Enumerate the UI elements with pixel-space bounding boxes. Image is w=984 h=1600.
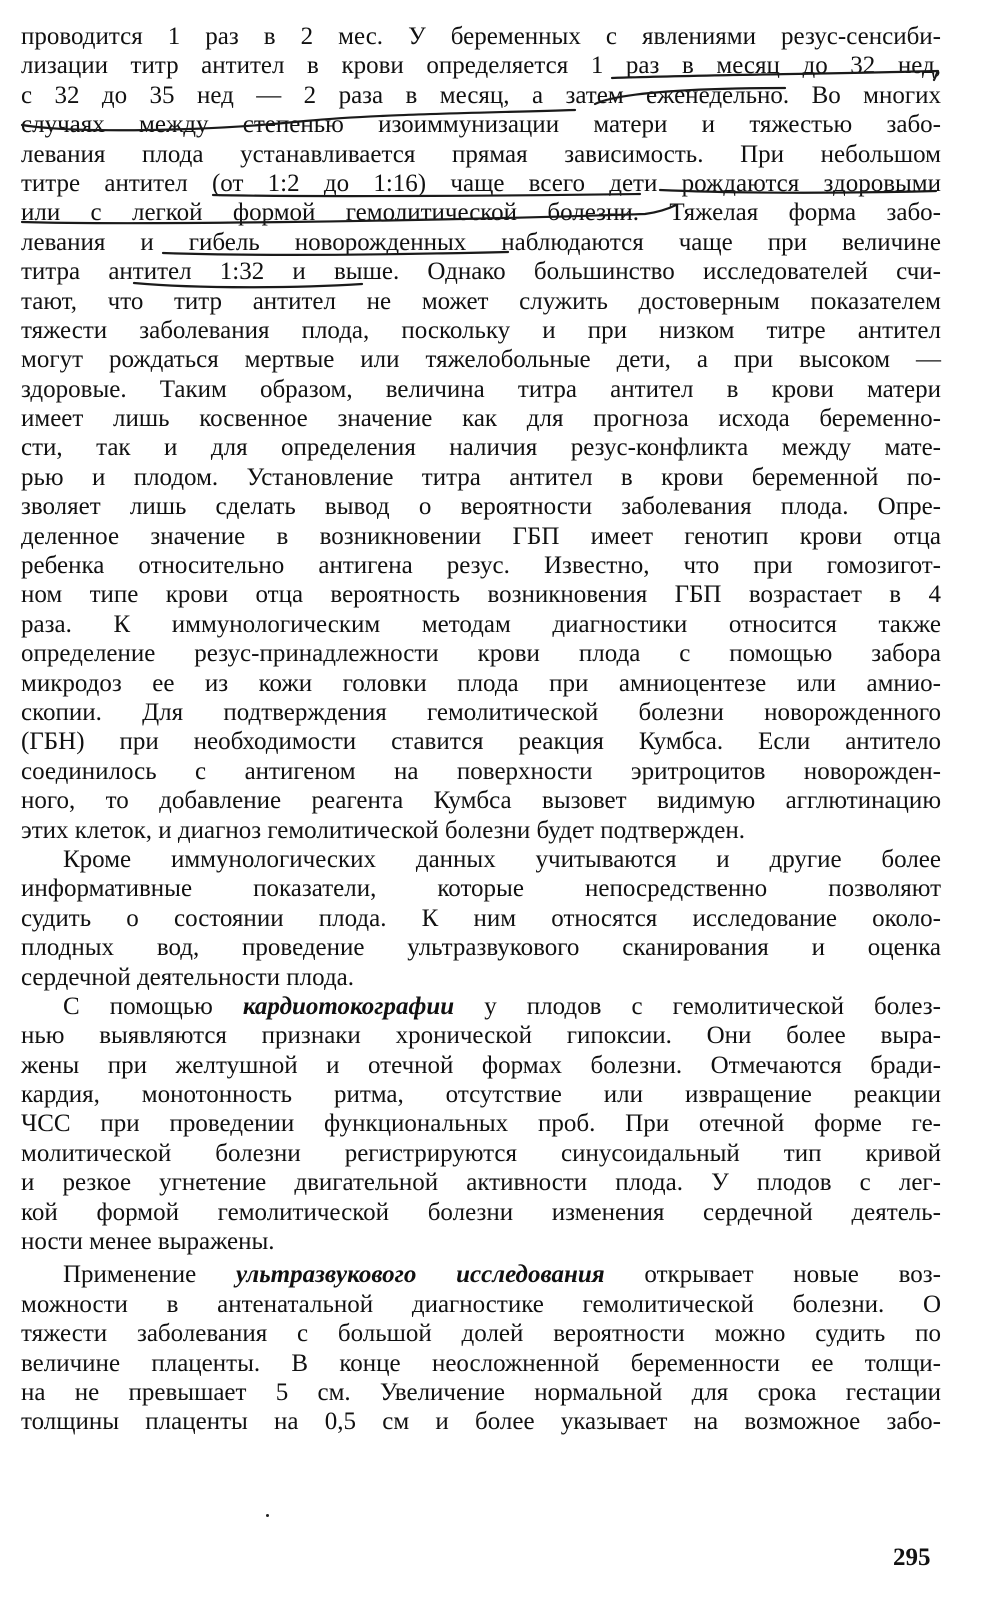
- text-run: открывает новые воз-: [604, 1261, 941, 1289]
- text-line: ЧСС при проведении функциональных проб. При отечной форме ге-: [21, 1110, 941, 1138]
- text-line: здоровые. Таким образом, величина титра антител в крови матери: [21, 375, 941, 403]
- italic-term: кардиотокографии: [242, 992, 455, 1020]
- text-line: могут рождаться мертвые или тяжелобольные дети, а при высоком —: [21, 346, 941, 374]
- text-run: Применение: [63, 1261, 236, 1289]
- text-line: молитической болезни регистрируются синусоидальный тип кривой: [21, 1139, 941, 1167]
- text-line: случаях между степенью изоиммунизации матери и тяжестью забо-: [21, 111, 941, 139]
- text-line: можности в антенатальной диагностике гемолитической болезни. О: [21, 1290, 941, 1318]
- text-line: титре антител (от 1:2 до 1:16) чаще всего дети рождаются здоровыми: [21, 169, 941, 197]
- text-line: левания и гибель новорожденных наблюдаются чаще при величине: [21, 228, 941, 256]
- page-number: 295: [893, 1544, 931, 1571]
- text-line: имеет лишь косвенное значение как для прогноза исхода беременно-: [21, 405, 941, 433]
- text-line: тяжести заболевания плода, поскольку и при низком титре антител: [21, 316, 941, 344]
- text-line: соединилось с антигеном на поверхности эритроцитов новорожден-: [21, 757, 941, 785]
- text-line: сти, так и для определения наличия резус-конфликта между мате-: [21, 434, 941, 462]
- text-line: тяжести заболевания с большой долей вероятности можно судить по: [21, 1320, 941, 1348]
- text-line: [21, 992, 941, 1021]
- text-line: зволяет лишь сделать вывод о вероятности заболевания плода. Опре-: [21, 493, 941, 521]
- text-line: величине плаценты. В конце неосложненной беременности ее толщи-: [21, 1349, 941, 1377]
- text-line: левания плода устанавливается прямая зависимость. При небольшом: [21, 140, 941, 168]
- text-line: проводится 1 раз в 2 мес. У беременных с явлениями резус-сенсиби-: [21, 23, 941, 50]
- text-line: [21, 1260, 941, 1289]
- text-line: на не превышает 5 см. Увеличение нормальной для срока гестации: [21, 1378, 941, 1406]
- text-line: судить о состоянии плода. К ним относятся исследование около-: [21, 904, 941, 932]
- paragraph: [21, 992, 941, 1257]
- text-line: Кроме иммунологических данных учитываются и другие более: [63, 845, 941, 873]
- text-line: плодных вод, проведение ультразвукового сканирования и оценка: [21, 934, 941, 962]
- text-line: ного, то добавление реагента Кумбса вызовет видимую агглютинацию: [21, 787, 941, 815]
- text-line: ном типе крови отца вероятность возникновения ГБП возрастает в 4: [21, 581, 941, 609]
- text-line: этих клеток, и диагноз гемолитической болезни будет подтвержден.: [21, 816, 745, 844]
- text-line: определение резус-принадлежности крови плода с помощью забора: [21, 640, 941, 668]
- text-line: лизации титр антител в крови определяется 1 раз в месяц до 32 нед,: [21, 52, 941, 80]
- text-line: сердечной деятельности плода.: [21, 963, 355, 991]
- paragraph: [21, 22, 941, 845]
- text-line: деленное значение в возникновении ГБП имеет генотип крови отца: [21, 522, 941, 550]
- text-run: С помощью: [63, 992, 243, 1020]
- text-line: нью выявляются признаки хронической гипоксии. Они более выра-: [21, 1022, 941, 1050]
- text-line: и резкое угнетение двигательной активности плода. У плодов с лег-: [21, 1169, 941, 1197]
- text-line: скопии. Для подтверждения гемолитической болезни новорожденного: [21, 698, 941, 726]
- text-line: с 32 до 35 нед — 2 раза в месяц, а затем еженедельно. Во многих: [21, 81, 941, 109]
- text-line: толщины плаценты на 0,5 см и более указывает на возможное забо-: [21, 1408, 941, 1436]
- page-text: [21, 22, 941, 1437]
- text-line: тают, что титр антител не может служить достоверным показателем: [21, 287, 941, 315]
- italic-term: ультразвукового исследования: [235, 1261, 605, 1289]
- text-line: (ГБН) при необходимости ставится реакция Кумбса. Если антитело: [21, 728, 941, 756]
- text-line: информативные показатели, которые непосредственно позволяют: [21, 875, 941, 903]
- text-line: ности менее выражены.: [21, 1228, 275, 1256]
- text-line: или с легкой формой гемолитической болезни. Тяжелая форма забо-: [21, 199, 941, 227]
- text-line: титра антител 1:32 и выше. Однако большинство исследователей счи-: [21, 258, 941, 286]
- print-speck: [266, 1514, 269, 1517]
- text-line: жены при желтушной и отечной формах болезни. Отмечаются бради-: [21, 1051, 941, 1079]
- text-line: рью и плодом. Установление титра антител в крови беременной по-: [21, 463, 941, 491]
- text-run: у плодов с гемолитической болез-: [454, 992, 941, 1020]
- text-line: кой формой гемолитической болезни изменения сердечной деятель-: [21, 1198, 941, 1226]
- paragraph: [21, 1260, 941, 1436]
- text-line: раза. К иммунологическим методам диагностики относится также: [21, 610, 941, 638]
- text-line: микродоз ее из кожи головки плода при амниоцентезе или амнио-: [21, 669, 941, 697]
- text-line: кардия, монотонность ритма, отсутствие или извращение реакции: [21, 1081, 941, 1109]
- paragraph: [21, 845, 941, 992]
- text-line: ребенка относительно антигена резус. Известно, что при гомозигот-: [21, 552, 941, 580]
